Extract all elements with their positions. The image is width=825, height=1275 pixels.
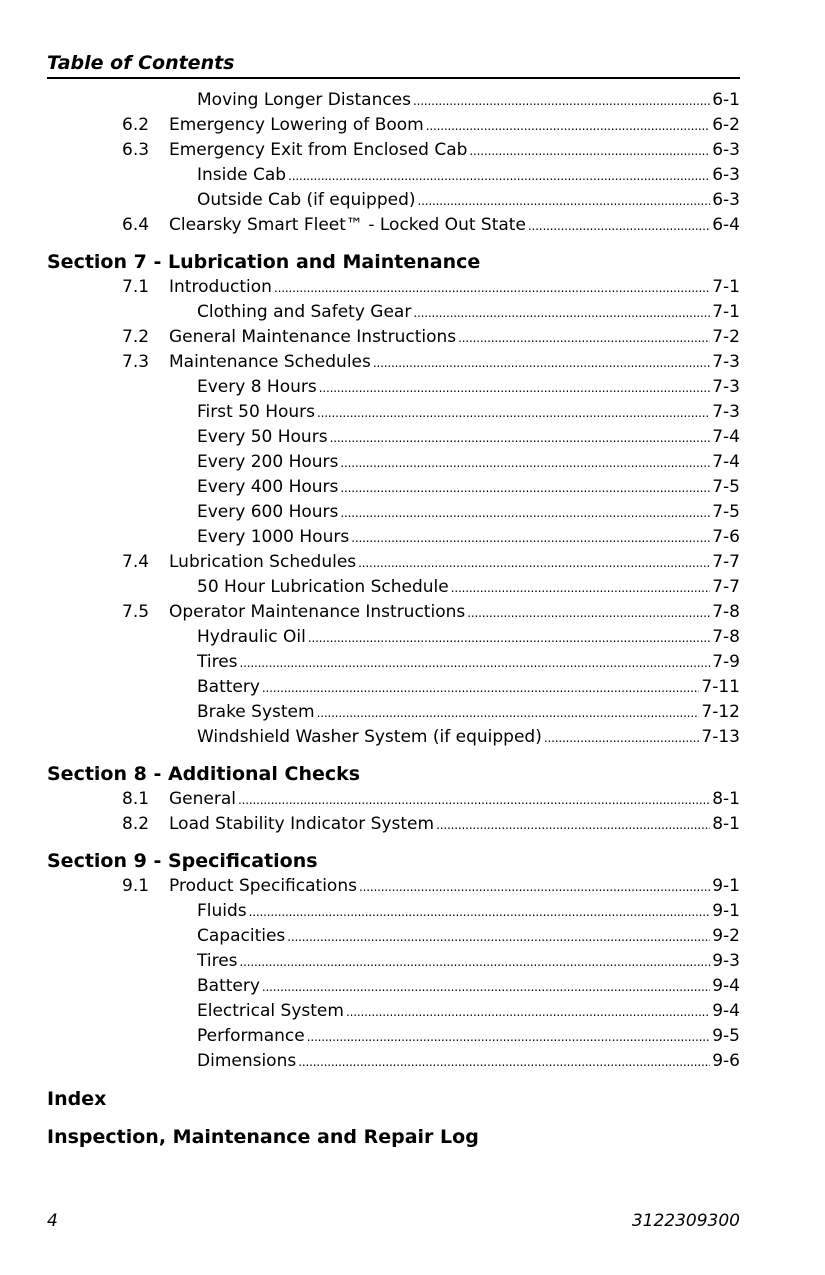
toc-entry[interactable]: [47, 525, 740, 550]
dot-leader: [319, 375, 710, 401]
toc-entry-page: 7-4: [712, 452, 740, 472]
toc-entry-line: [197, 88, 740, 114]
toc-entry-page: 8-1: [712, 814, 740, 834]
dot-leader: [262, 675, 699, 701]
toc-entry-number: 7.5: [122, 602, 150, 622]
toc-entry-number: 7.2: [122, 327, 150, 347]
dot-leader: [451, 575, 711, 601]
toc-entry-page: 7-9: [712, 652, 740, 672]
table-of-contents: [47, 88, 740, 1150]
section-heading[interactable]: Section 7 - Lubrication and Maintenance: [47, 251, 481, 273]
toc-entry-line: [169, 787, 740, 813]
dot-leader: [413, 300, 710, 326]
toc-entry-line: [169, 325, 740, 351]
toc-entry[interactable]: [47, 974, 740, 999]
toc-entry-title: Fluids: [197, 901, 247, 921]
toc-entry[interactable]: [47, 725, 740, 750]
toc-entry-page: 6-3: [712, 140, 740, 160]
dot-leader: [340, 450, 710, 476]
toc-entry-line: [197, 375, 740, 401]
toc-entry-line: [197, 575, 740, 601]
toc-entry-line: [197, 700, 740, 726]
toc-entry-title: Every 1000 Hours: [197, 527, 350, 547]
toc-group-section-9: [47, 874, 740, 1074]
toc-entry-page: 7-6: [712, 527, 740, 547]
dot-leader: [346, 999, 710, 1025]
toc-entry-number: 8.1: [122, 789, 150, 809]
toc-entry-title: Every 50 Hours: [197, 427, 328, 447]
page-title: Table of Contents: [47, 52, 235, 74]
toc-entry[interactable]: [47, 700, 740, 725]
dot-leader: [358, 550, 710, 576]
toc-entry-title: Every 8 Hours: [197, 377, 317, 397]
toc-entry[interactable]: [47, 163, 740, 188]
toc-entry-line: [197, 163, 740, 189]
dot-leader: [287, 924, 710, 950]
toc-group-section-6: [47, 88, 740, 238]
toc-entry[interactable]: [47, 475, 740, 500]
toc-entry-title: First 50 Hours: [197, 402, 316, 422]
toc-entry-line: [197, 725, 740, 751]
toc-entry-title: Capacities: [197, 926, 286, 946]
toc-entry-title: Performance: [197, 1026, 305, 1046]
toc-entry-number: 8.2: [122, 814, 150, 834]
toc-entry[interactable]: [47, 575, 740, 600]
toc-entry-page: 9-3: [712, 951, 740, 971]
dot-leader: [307, 1024, 710, 1050]
toc-entry-page: 9-2: [712, 926, 740, 946]
toc-entry-line: [197, 1049, 740, 1075]
toc-entry-title: Moving Longer Distances: [197, 90, 412, 110]
dot-leader: [340, 475, 710, 501]
toc-entry-line: [169, 350, 740, 376]
toc-entry-page: 7-3: [712, 402, 740, 422]
toc-entry[interactable]: [47, 1024, 740, 1049]
dot-leader: [317, 700, 700, 726]
toc-entry-title: Clothing and Safety Gear: [197, 302, 412, 322]
toc-entry[interactable]: [47, 325, 740, 350]
toc-entry-page: 6-4: [712, 215, 740, 235]
toc-entry[interactable]: [47, 650, 740, 675]
dot-leader: [340, 500, 710, 526]
toc-entry[interactable]: [47, 675, 740, 700]
toc-entry-line: [197, 400, 740, 426]
toc-entry[interactable]: [47, 350, 740, 375]
toc-group-section-8: [47, 787, 740, 837]
toc-entry[interactable]: [47, 300, 740, 325]
dot-leader: [469, 138, 710, 164]
toc-entry-page: 7-8: [712, 627, 740, 647]
toc-entry-line: [169, 213, 740, 239]
toc-entry-title: Introduction: [169, 277, 272, 297]
toc-entry-page: 9-4: [712, 976, 740, 996]
toc-entry[interactable]: [47, 275, 740, 300]
toc-entry-line: [197, 974, 740, 1000]
toc-entry-page: 7-13: [701, 727, 740, 747]
dot-leader: [426, 113, 711, 139]
dot-leader: [359, 874, 710, 900]
toc-entry-page: 6-2: [712, 115, 740, 135]
dot-leader: [467, 600, 710, 626]
toc-entry-title: Inside Cab: [197, 165, 287, 185]
toc-entry[interactable]: [47, 550, 740, 575]
toc-entry-page: 6-1: [712, 90, 740, 110]
toc-entry-line: [197, 525, 740, 551]
toc-entry[interactable]: [47, 375, 740, 400]
toc-entry[interactable]: [47, 924, 740, 949]
toc-entry[interactable]: [47, 999, 740, 1024]
toc-entry-title: Every 600 Hours: [197, 502, 339, 522]
toc-entry-page: 7-4: [712, 427, 740, 447]
dot-leader: [351, 525, 710, 551]
dot-leader: [298, 1049, 710, 1075]
dot-leader: [373, 350, 710, 376]
dot-leader: [240, 650, 711, 676]
toc-entry-title: Lubrication Schedules: [169, 552, 357, 572]
toc-entry-line: [169, 600, 740, 626]
toc-entry-line: [197, 425, 740, 451]
toc-entry-page: 7-12: [701, 702, 740, 722]
toc-entry[interactable]: [47, 450, 740, 475]
toc-entry-page: 7-2: [712, 327, 740, 347]
toc-entry-title: Every 200 Hours: [197, 452, 339, 472]
dot-leader: [330, 425, 711, 451]
toc-entry-title: Tires: [197, 652, 238, 672]
dot-leader: [436, 812, 710, 838]
toc-entry[interactable]: [47, 949, 740, 974]
document-number: 3122309300: [631, 1211, 740, 1231]
toc-entry-page: 7-3: [712, 377, 740, 397]
toc-entry-line: [197, 650, 740, 676]
dot-leader: [528, 213, 710, 239]
toc-entry-number: 6.4: [122, 215, 150, 235]
toc-entry-line: [197, 924, 740, 950]
toc-entry[interactable]: [47, 425, 740, 450]
toc-entry-line: [197, 999, 740, 1025]
toc-entry[interactable]: [47, 899, 740, 924]
toc-entry-line: [169, 812, 740, 838]
toc-entry-line: [197, 300, 740, 326]
toc-entry-page: 9-1: [712, 901, 740, 921]
toc-entry-title: Operator Maintenance Instructions: [169, 602, 466, 622]
toc-entry-page: 9-5: [712, 1026, 740, 1046]
toc-entry-line: [169, 113, 740, 139]
toc-entry-page: 6-3: [712, 190, 740, 210]
toc-entry[interactable]: [47, 874, 740, 899]
dot-leader: [274, 275, 710, 301]
toc-entry[interactable]: [47, 600, 740, 625]
index-heading[interactable]: Index: [47, 1088, 107, 1110]
toc-entry-number: 6.3: [122, 140, 150, 160]
toc-entry-line: [197, 675, 740, 701]
toc-entry-title: Battery: [197, 677, 260, 697]
toc-group-section-7: [47, 275, 740, 750]
toc-entry-title: Hydraulic Oil: [197, 627, 306, 647]
toc-entry[interactable]: [47, 500, 740, 525]
toc-entry-title: Every 400 Hours: [197, 477, 339, 497]
toc-entry-line: [197, 1024, 740, 1050]
dot-leader: [308, 625, 710, 651]
toc-entry-title: 50 Hour Lubrication Schedule: [197, 577, 449, 597]
section-heading[interactable]: Section 8 - Additional Checks: [47, 763, 361, 785]
toc-entry[interactable]: [47, 625, 740, 650]
toc-entry-line: [197, 188, 740, 214]
toc-entry[interactable]: [47, 188, 740, 213]
toc-entry-title: Product Specifications: [169, 876, 357, 896]
toc-entry-page: 7-11: [701, 677, 740, 697]
toc-entry-title: Battery: [197, 976, 260, 996]
toc-entry-page: 7-5: [712, 502, 740, 522]
toc-entry-number: 9.1: [122, 876, 150, 896]
dot-leader: [458, 325, 710, 351]
toc-entry[interactable]: [47, 213, 740, 238]
toc-entry-line: [169, 275, 740, 301]
toc-entry-title: Windshield Washer System (if equipped): [197, 727, 542, 747]
toc-entry[interactable]: [47, 138, 740, 163]
dot-leader: [544, 725, 700, 751]
toc-entry-title: Load Stability Indicator System: [169, 814, 435, 834]
toc-entry-title: Electrical System: [197, 1001, 344, 1021]
toc-entry-title: Emergency Lowering of Boom: [169, 115, 424, 135]
dot-leader: [262, 974, 710, 1000]
toc-entry-line: [197, 899, 740, 925]
dot-leader: [317, 400, 710, 426]
toc-entry-page: 7-1: [712, 277, 740, 297]
toc-entry-page: 9-4: [712, 1001, 740, 1021]
toc-entry-title: Outside Cab (if equipped): [197, 190, 416, 210]
toc-entry-page: 9-1: [712, 876, 740, 896]
toc-entry[interactable]: [47, 400, 740, 425]
toc-entry[interactable]: [47, 812, 740, 837]
toc-entry-title: Maintenance Schedules: [169, 352, 371, 372]
toc-entry-line: [197, 500, 740, 526]
toc-entry-page: 6-3: [712, 165, 740, 185]
toc-entry-line: [197, 475, 740, 501]
toc-entry-page: 8-1: [712, 789, 740, 809]
toc-entry-page: 7-3: [712, 352, 740, 372]
toc-entry[interactable]: [47, 113, 740, 138]
page-header: [47, 50, 740, 79]
dot-leader: [413, 88, 710, 114]
dot-leader: [418, 188, 711, 214]
toc-entry-page: 7-7: [712, 552, 740, 572]
toc-entry[interactable]: [47, 787, 740, 812]
toc-entry-title: Brake System: [197, 702, 315, 722]
toc-entry-number: 7.3: [122, 352, 150, 372]
toc-entry-line: [197, 450, 740, 476]
toc-entry-page: 7-1: [712, 302, 740, 322]
toc-entry-page: 7-8: [712, 602, 740, 622]
toc-entry-line: [169, 550, 740, 576]
toc-entry-page: 7-7: [712, 577, 740, 597]
toc-entry-title: Clearsky Smart Fleet™ - Locked Out State: [169, 215, 526, 235]
dot-leader: [288, 163, 710, 189]
toc-entry-line: [197, 625, 740, 651]
toc-entry-title: General: [169, 789, 236, 809]
dot-leader: [249, 899, 711, 925]
page-number: 4: [47, 1211, 58, 1231]
toc-entry-page: 7-5: [712, 477, 740, 497]
dot-leader: [238, 787, 710, 813]
toc-entry-line: [169, 874, 740, 900]
toc-entry-title: Emergency Exit from Enclosed Cab: [169, 140, 468, 160]
toc-entry-number: 7.1: [122, 277, 150, 297]
toc-entry[interactable]: [47, 1049, 740, 1074]
toc-entry-title: Dimensions: [197, 1051, 297, 1071]
dot-leader: [240, 949, 711, 975]
log-heading[interactable]: Inspection, Maintenance and Repair Log: [47, 1126, 479, 1148]
toc-entry-title: Tires: [197, 951, 238, 971]
toc-entry-number: 7.4: [122, 552, 150, 572]
toc-entry-line: [197, 949, 740, 975]
toc-entry-number: 6.2: [122, 115, 150, 135]
toc-entry-line: [169, 138, 740, 164]
toc-entry-title: General Maintenance Instructions: [169, 327, 457, 347]
toc-entry-page: 9-6: [712, 1051, 740, 1071]
toc-entry[interactable]: [47, 88, 740, 113]
section-heading[interactable]: Section 9 - Specifications: [47, 850, 318, 872]
